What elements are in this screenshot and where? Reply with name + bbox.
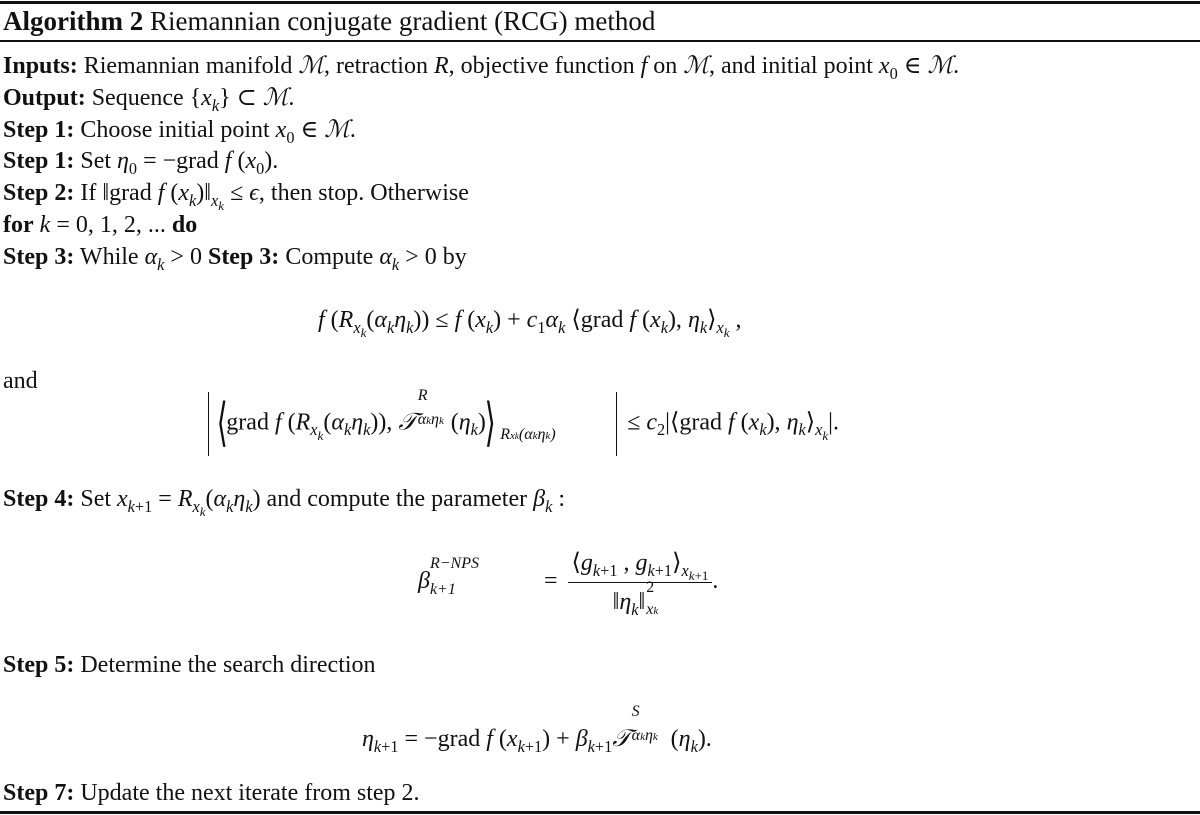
and-word: and	[3, 368, 38, 394]
step2-text: If ‖grad f $(x_k)‖_{x_k} \le \epsilon$, then stop. Otherwise	[80, 180, 469, 214]
bottom-rule	[0, 811, 1200, 814]
for-line	[3, 210, 197, 240]
beta-equation: β R−NPS k+1 = $⟨g_{k+1}$ , $g_{k+1}⟩_{x_{k+1}}$ $‖\eta_k‖$ 2 xk .	[418, 550, 719, 619]
step2-line	[3, 178, 469, 214]
algorithm-caption	[3, 2, 655, 40]
step1b-text: Set $\eta_0$ = −grad f $(x_0)$.	[80, 148, 279, 178]
step4-line	[3, 484, 565, 520]
step7-line	[3, 778, 420, 808]
caption-rule	[0, 40, 1200, 42]
step1b-label: Step 1:	[3, 148, 75, 174]
step2-label: Step 2:	[3, 180, 75, 206]
step4-text: Set $x_{k+1} = R_{x_k}(\alpha_k\eta_k)$ and compute the parameter $\beta_k$ :	[80, 486, 565, 520]
do-keyword: do	[171, 212, 198, 238]
inputs-text: Riemannian manifold ℳ, retraction R, objective function f on ℳ, and initial point $x_0$ ∈ ℳ.	[83, 51, 960, 83]
step1a-label: Step 1:	[3, 117, 75, 143]
step1a-text: Choose initial point $x_0$ ∈ ℳ.	[80, 115, 356, 147]
wolfe-equation: ⟨grad f $(R_{x_k}(\alpha_k\eta_k))$, 𝒯 R αkηk $(\eta_k)⟩$ Rxk(αkηk) ≤ $c_2|⟨grad$ f $(x_k)$, $\eta_k⟩_{x_k}|$.	[208, 392, 839, 472]
step4-label: Step 4:	[3, 486, 75, 512]
step3-compute-text: Compute $\alpha_k > 0$ by	[285, 244, 467, 274]
step3-label: Step 3:	[3, 244, 75, 270]
step3b-label: Step 3:	[207, 244, 280, 270]
output-line	[3, 82, 294, 113]
for-keyword: for	[3, 212, 34, 238]
output-label: Output:	[3, 85, 86, 111]
step5-text: Determine the search direction	[80, 652, 376, 678]
step7-label: Step 7:	[3, 780, 75, 806]
step7-text: Update the next iterate from step 2.	[80, 780, 420, 806]
step5-label: Step 5:	[3, 652, 75, 678]
armijo-equation: f $(R_{x_k}(\alpha_k\eta_k)) \le f$ $(x_k) + c_1\alpha_k$ ⟨grad f $(x_k)$, $\eta_k⟩_{x_k}$ ,	[318, 307, 742, 341]
inputs-line	[3, 50, 959, 81]
step1b-line	[3, 146, 278, 176]
direction-equation: $\eta_{k+1}$ = −grad f $(x_{k+1})$ + $\beta_{k+1}𝒯$ S αkηk $(\eta_k)$.	[362, 703, 712, 756]
step5-line	[3, 650, 376, 680]
step3-while-text: While $\alpha_k > 0$	[79, 244, 202, 274]
step3-line	[3, 242, 467, 272]
output-text: Sequence $\{x_k\}$ ⊂ ℳ.	[91, 83, 295, 115]
algorithm-label: Algorithm 2	[3, 6, 144, 36]
algorithm-title: Riemannian conjugate gradient (RCG) method	[149, 6, 656, 36]
inputs-label: Inputs:	[3, 53, 78, 79]
step1a-line	[3, 114, 356, 145]
for-range: k = 0, 1, 2, ...	[39, 212, 166, 238]
